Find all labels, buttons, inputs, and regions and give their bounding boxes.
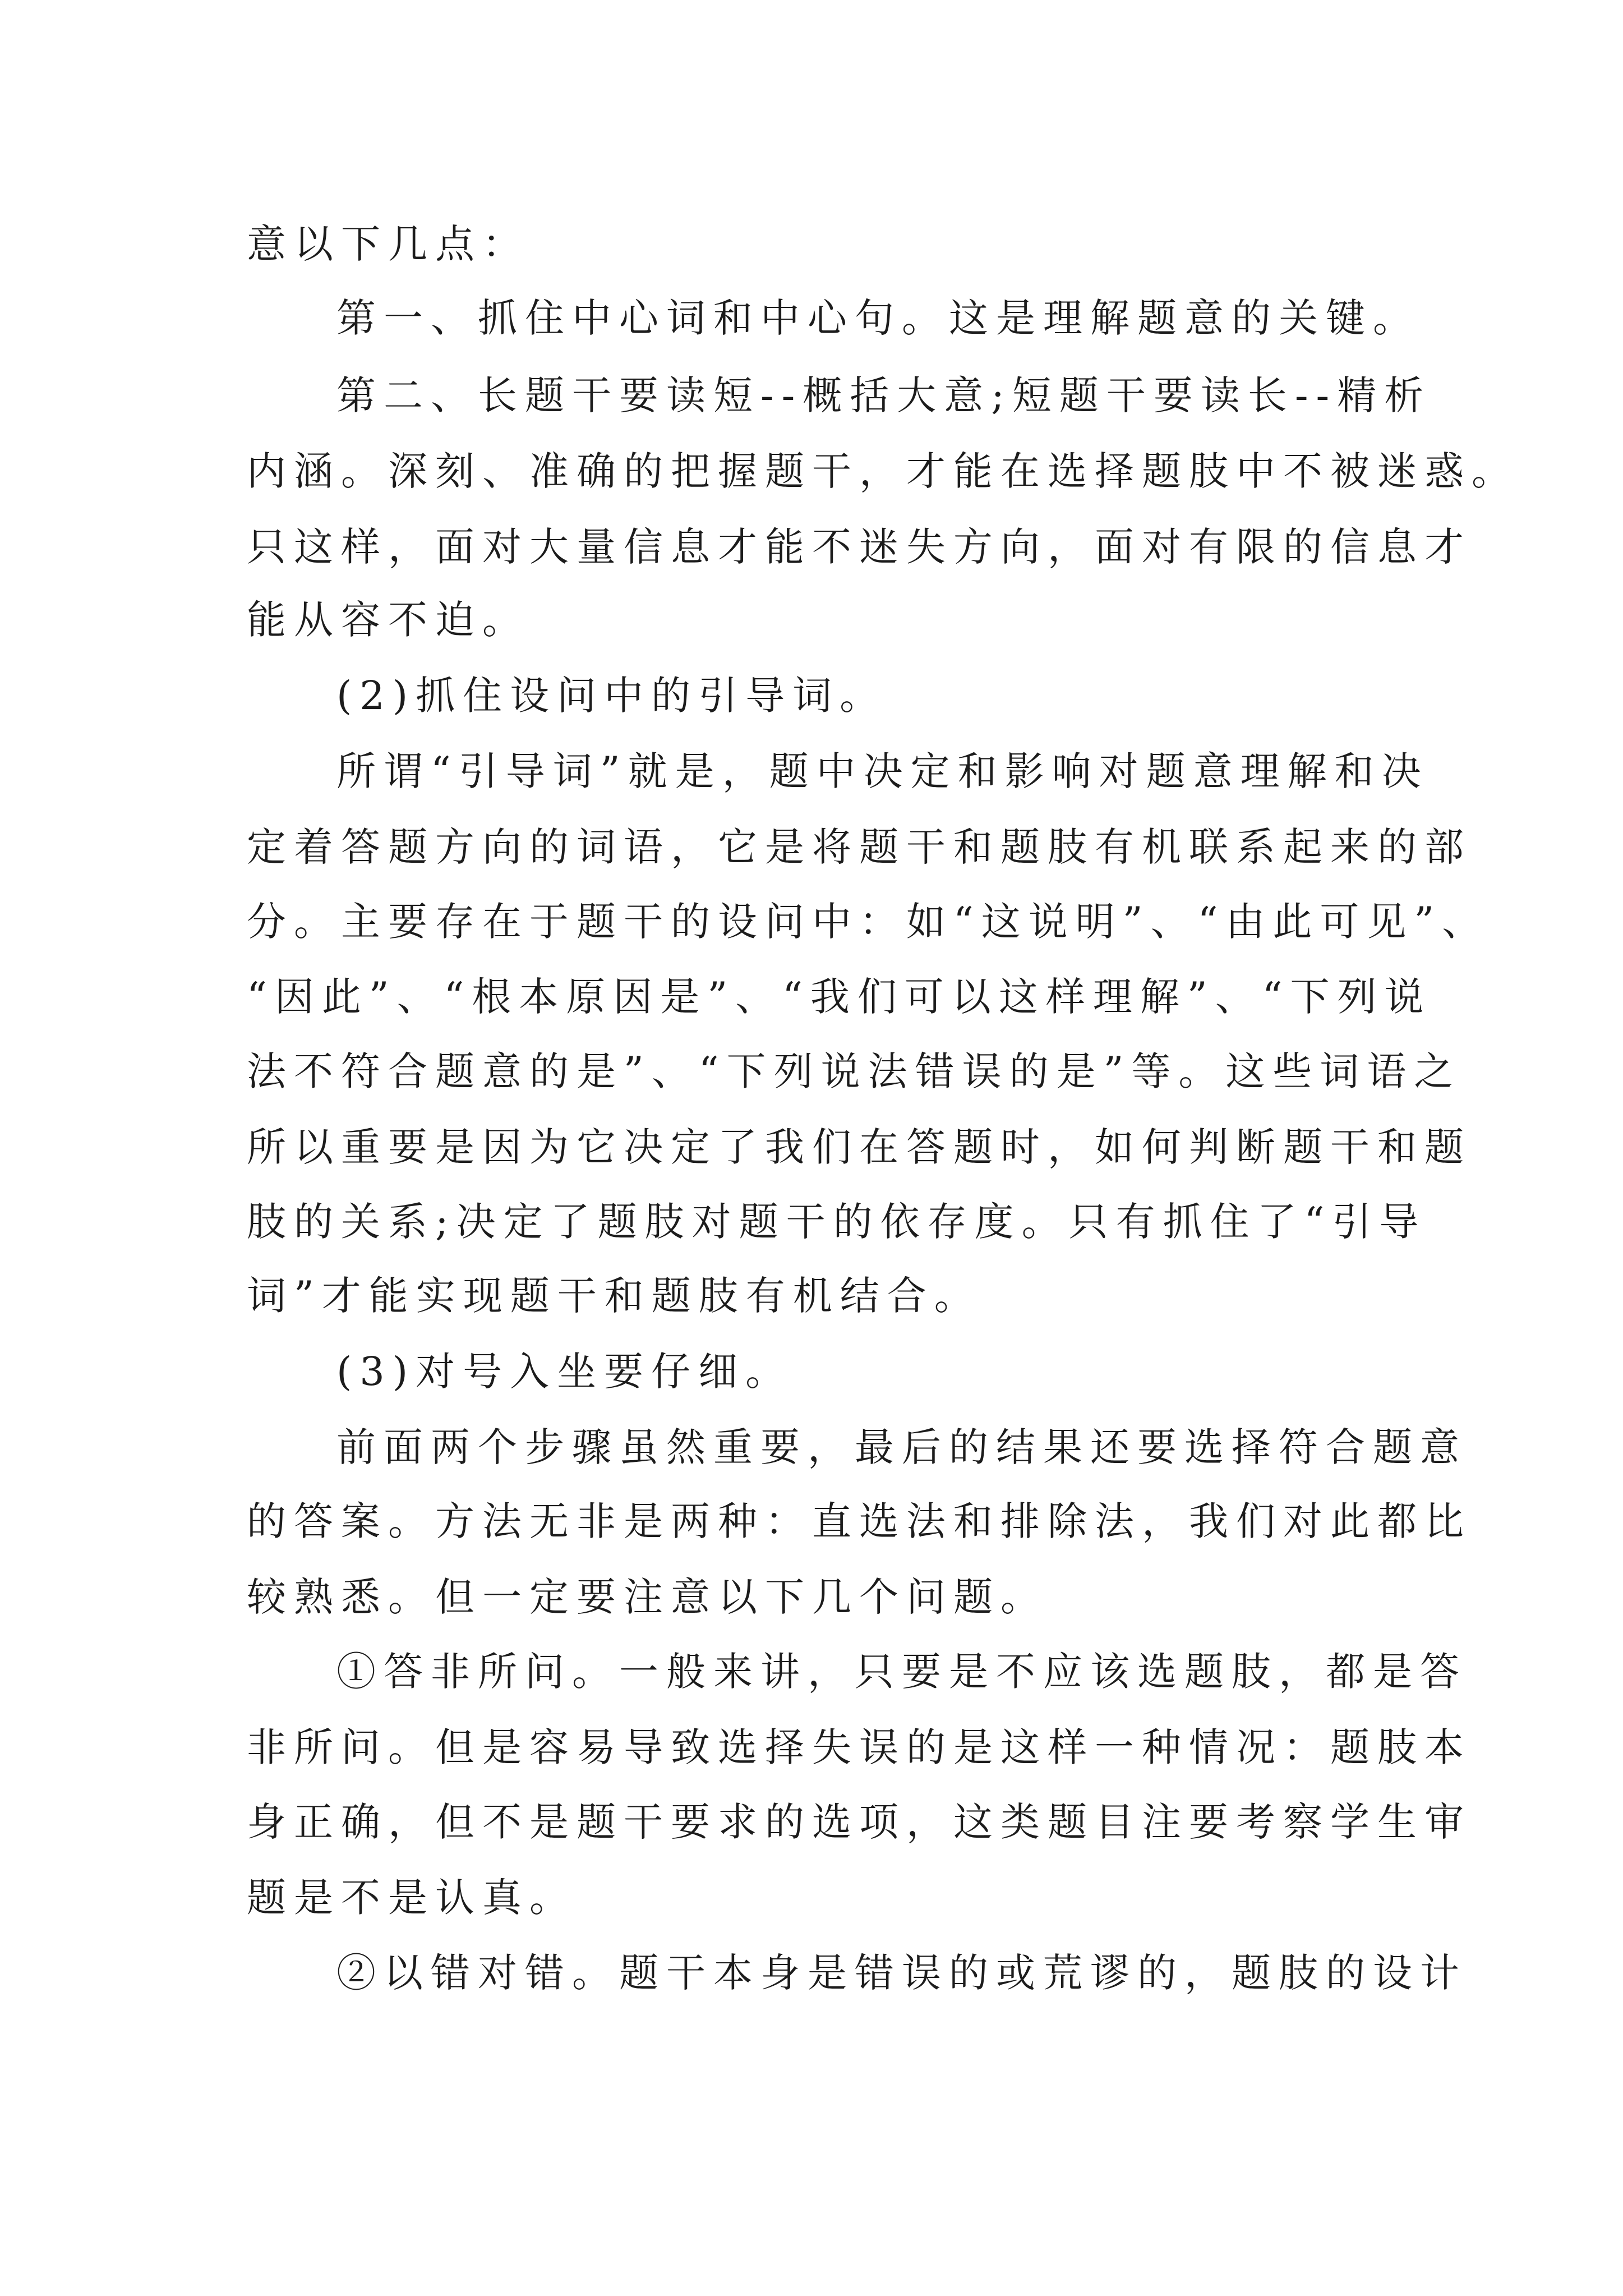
text-line-24: ②以错对错。题干本身是错误的或荒谬的，题肢的设计 bbox=[336, 1950, 1467, 1996]
text-line-7: (2)抓住设问中的引导词。 bbox=[336, 673, 887, 719]
text-line-15: 词”才能实现题干和题肢有机结合。 bbox=[247, 1273, 981, 1319]
text-line-16: (3)对号入坐要仔细。 bbox=[336, 1349, 793, 1395]
text-line-4: 内涵。深刻、准确的把握题干，才能在选择题肢中不被迷惑。 bbox=[247, 448, 1519, 494]
text-line-11: “因此”、“根本原因是”、“我们可以这样理解”、“下列说 bbox=[247, 974, 1432, 1020]
text-line-6: 能从容不迫。 bbox=[247, 597, 529, 643]
text-line-20: ①答非所问。一般来讲，只要是不应该选题肢，都是答 bbox=[336, 1649, 1467, 1695]
text-line-10: 分。主要存在于题干的设问中：如“这说明”、“由此可见”、 bbox=[247, 899, 1490, 945]
text-line-3: 第二、长题干要读短--概括大意;短题干要读长--精析 bbox=[336, 372, 1432, 418]
text-line-13: 所以重要是因为它决定了我们在答题时，如何判断题干和题 bbox=[247, 1124, 1472, 1170]
text-line-5: 只这样，面对大量信息才能不迷失方向，面对有限的信息才 bbox=[247, 524, 1472, 570]
text-line-2: 第一、抓住中心词和中心句。这是理解题意的关键。 bbox=[336, 295, 1420, 341]
text-line-18: 的答案。方法无非是两种：直选法和排除法，我们对此都比 bbox=[247, 1498, 1472, 1544]
text-line-21: 非所问。但是容易导致选择失误的是这样一种情况：题肢本 bbox=[247, 1724, 1472, 1770]
text-line-8: 所谓“引导词”就是，题中决定和影响对题意理解和决 bbox=[336, 748, 1429, 794]
text-line-14: 肢的关系;决定了题肢对题干的依存度。只有抓住了“引导 bbox=[247, 1199, 1427, 1245]
text-line-9: 定着答题方向的词语，它是将题干和题肢有机联系起来的部 bbox=[247, 824, 1472, 870]
text-line-1: 意以下几点： bbox=[247, 221, 529, 267]
text-line-22: 身正确，但不是题干要求的选项，这类题目注要考察学生审 bbox=[247, 1799, 1472, 1845]
text-line-19: 较熟悉。但一定要注意以下几个问题。 bbox=[247, 1574, 1048, 1620]
text-line-23: 题是不是认真。 bbox=[247, 1875, 577, 1921]
text-line-12: 法不符合题意的是”、“下列说法错误的是”等。这些词语之 bbox=[247, 1048, 1461, 1094]
text-line-17: 前面两个步骤虽然重要，最后的结果还要选择符合题意 bbox=[336, 1424, 1467, 1470]
